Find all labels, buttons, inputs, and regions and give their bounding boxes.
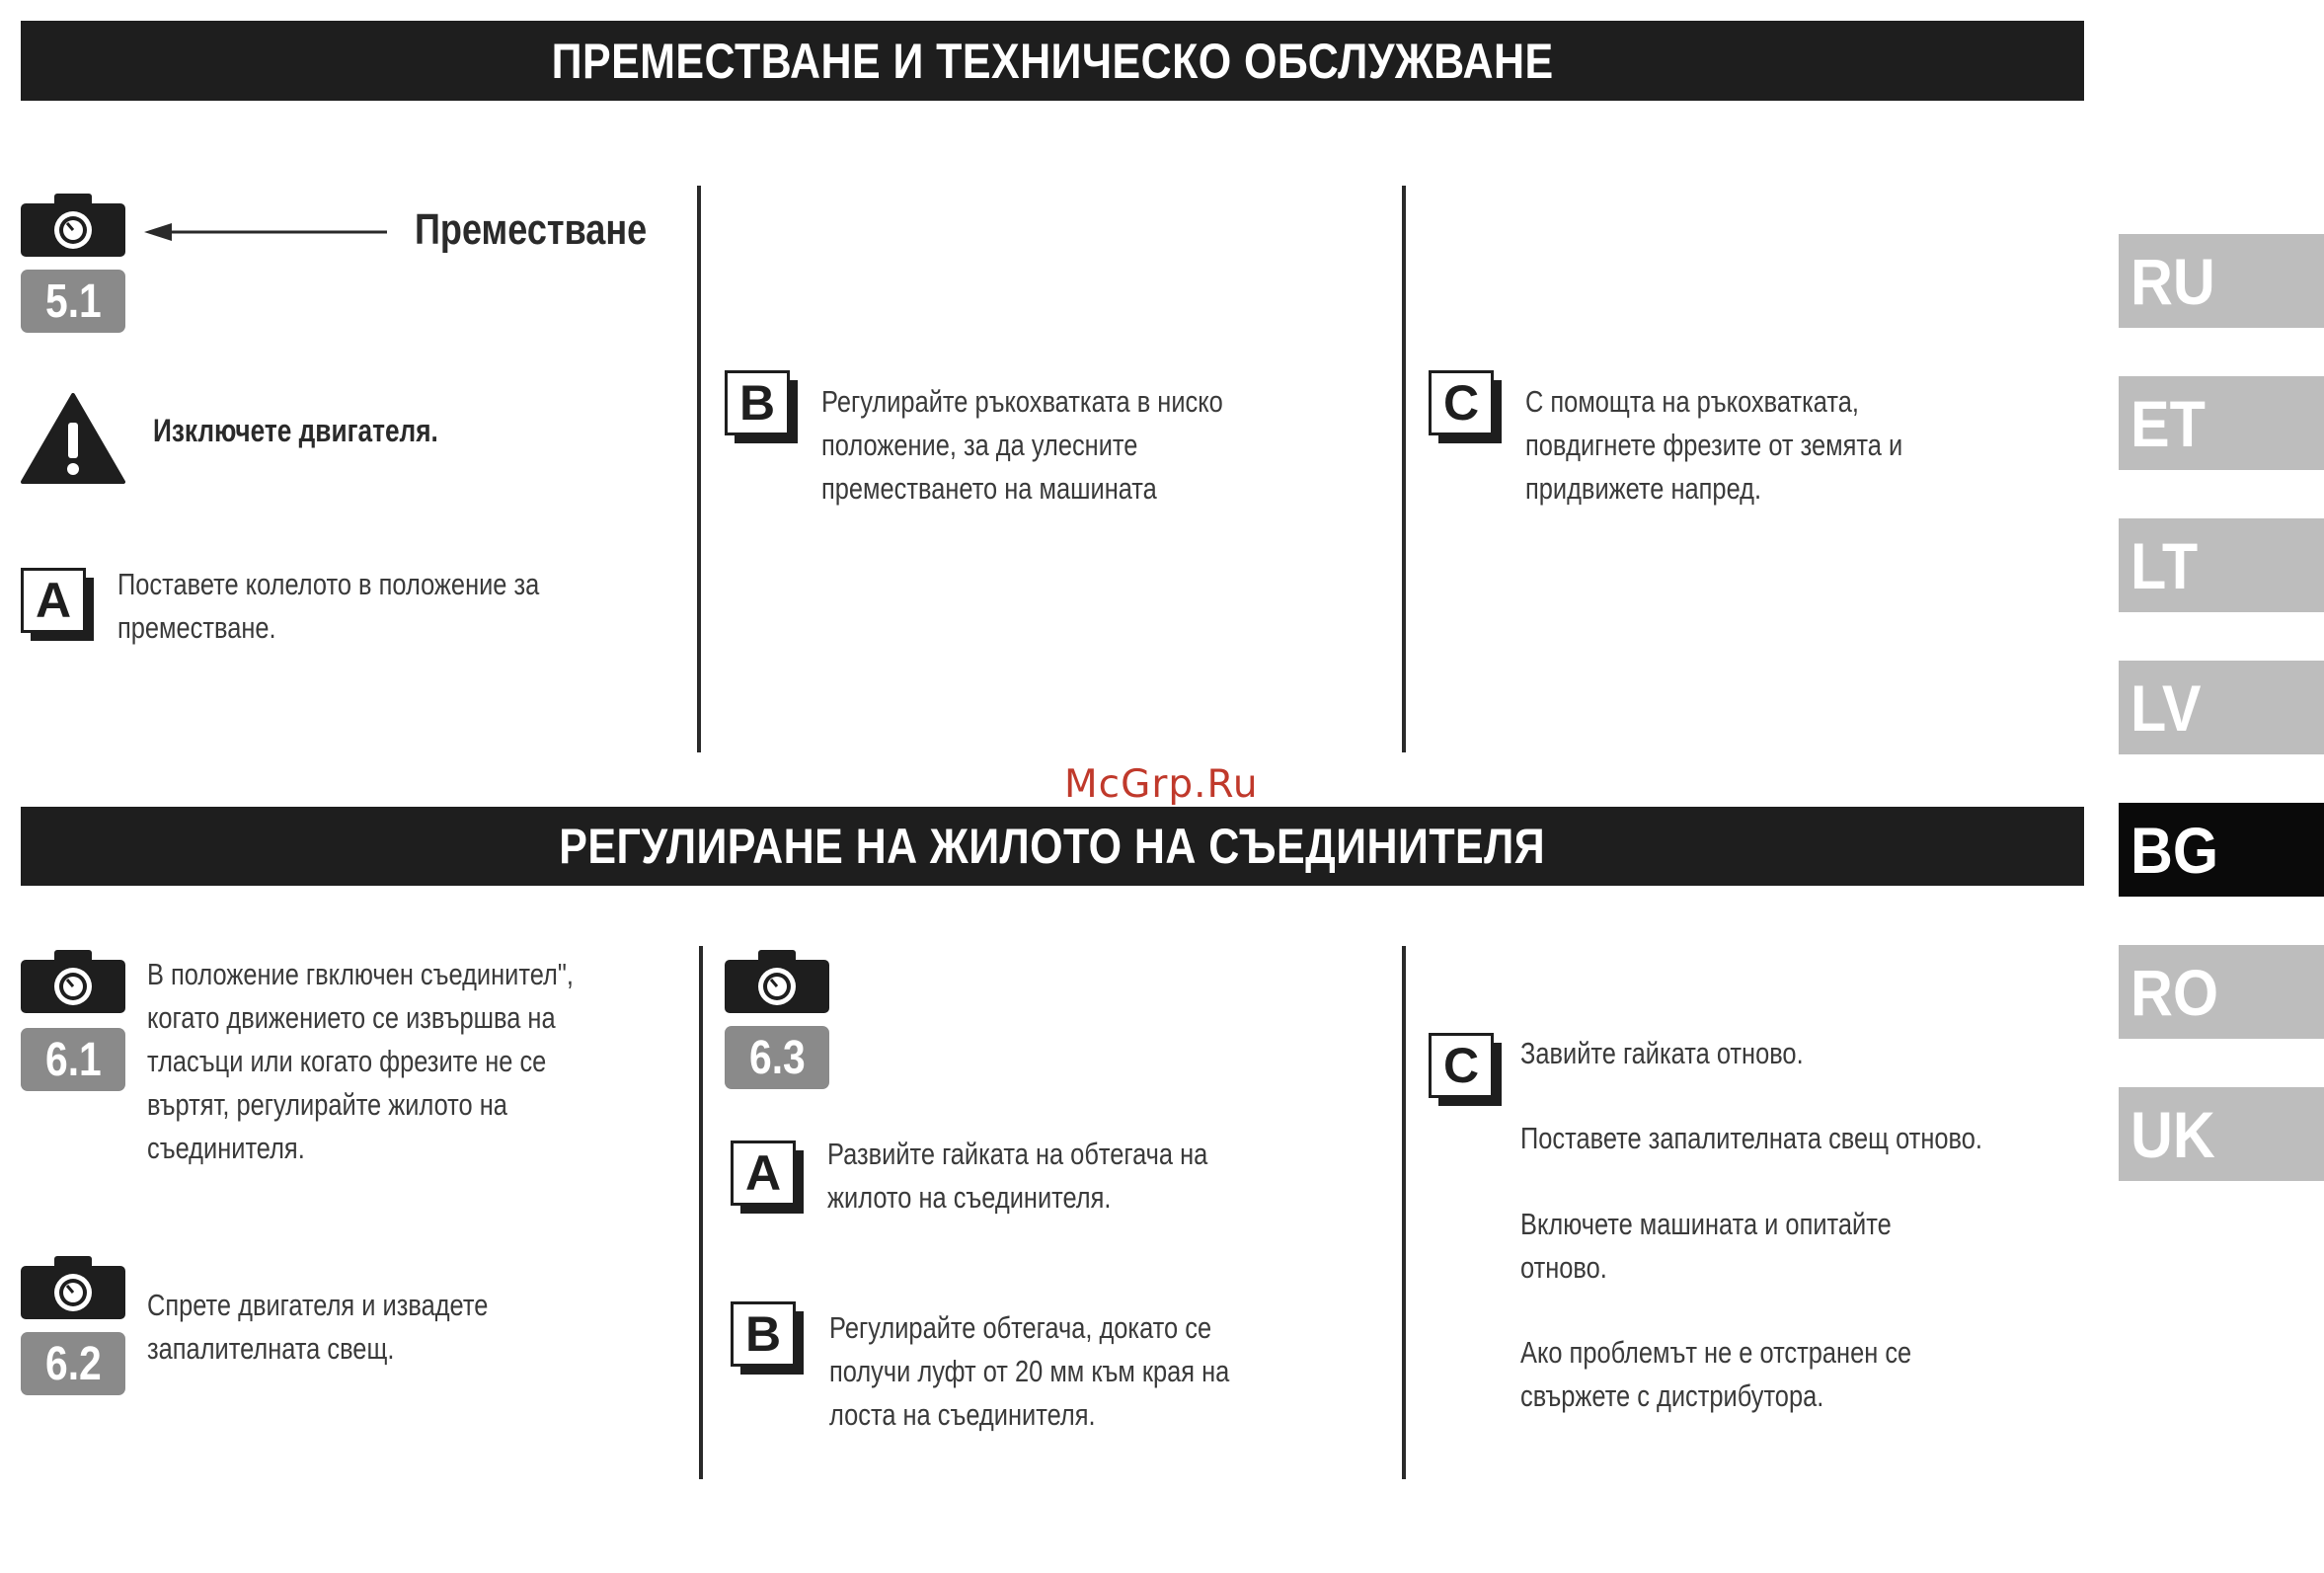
step-a-clutch-text: Развийте гайката на обтегача на жилото на съединителя. <box>827 1137 1208 1215</box>
column-divider <box>1402 186 1406 752</box>
step-b-clutch-text: Регулирайте обтегача, докато се получи луфт от 20 мм към края на лоста на съединителя. <box>829 1310 1230 1432</box>
step-letter-b: B <box>725 370 790 435</box>
column-divider <box>1402 946 1406 1479</box>
step-letter-a: A <box>21 568 86 633</box>
warning-text: Изключете двигателя. <box>153 413 438 448</box>
step-c-text: С помощта на ръкохватката, повдигнете фрезите от земята и придвижете напред. <box>1525 384 1903 506</box>
step-a-text: Поставете колелото в положение за преместване. <box>117 567 540 645</box>
step-letter-c: C <box>1429 1033 1494 1098</box>
column-divider <box>699 946 703 1479</box>
step-letter-c: C <box>1429 370 1494 435</box>
step-badge-5-1: 5.1 <box>21 270 125 333</box>
section-title-transport: ПРЕМЕСТВАНЕ И ТЕХНИЧЕСКО ОБСЛУЖВАНЕ <box>21 21 2084 101</box>
camera-icon <box>725 950 829 1013</box>
step-c-clutch-text-3: Включете машината и опитайте отново. <box>1520 1207 1892 1285</box>
language-tab-ro[interactable]: RO <box>2119 945 2324 1039</box>
language-tab-bg[interactable]: BG <box>2119 803 2324 897</box>
step-c-clutch-text-2: Поставете запалителната свещ отново. <box>1520 1121 1982 1155</box>
language-tab-lv[interactable]: LV <box>2119 661 2324 754</box>
step-6-2-text: Спрете двигателя и извадете запалителната свещ. <box>147 1288 489 1366</box>
arrow-left-icon <box>144 221 387 243</box>
camera-icon <box>21 1256 125 1319</box>
step-letter-b: B <box>731 1301 796 1367</box>
camera-icon <box>21 950 125 1013</box>
section-title-clutch-cable: РЕГУЛИРАНЕ НА ЖИЛОТО НА СЪЕДИНИТЕЛЯ <box>21 807 2084 886</box>
step-badge-6-1: 6.1 <box>21 1028 125 1091</box>
camera-icon <box>21 194 125 257</box>
heading-transport: Преместване <box>415 205 648 254</box>
step-c-clutch-text-4: Ако проблемът не е отстранен се свържете с дистрибутора. <box>1520 1335 1912 1413</box>
step-badge-6-3: 6.3 <box>725 1026 829 1089</box>
language-tab-uk[interactable]: UK <box>2119 1087 2324 1181</box>
step-letter-a: A <box>731 1140 796 1206</box>
language-tab-et[interactable]: ET <box>2119 376 2324 470</box>
step-badge-6-2: 6.2 <box>21 1332 125 1395</box>
step-c-clutch-text-1: Завийте гайката отново. <box>1520 1036 1804 1070</box>
step-6-1-text: В положение гвключен съединител", когато движението се извършва на тласъци или когато фрезите не се въртят, регулирайте жилото на съединителя. <box>147 957 574 1165</box>
step-b-text: Регулирайте ръкохватката в ниско положение, за да улесните преместването на машината <box>821 384 1223 506</box>
watermark: McGrp.Ru <box>1064 762 1259 807</box>
language-tab-ru[interactable]: RU <box>2119 234 2324 328</box>
warning-icon <box>21 393 125 484</box>
language-tab-lt[interactable]: LT <box>2119 518 2324 612</box>
column-divider <box>697 186 701 752</box>
